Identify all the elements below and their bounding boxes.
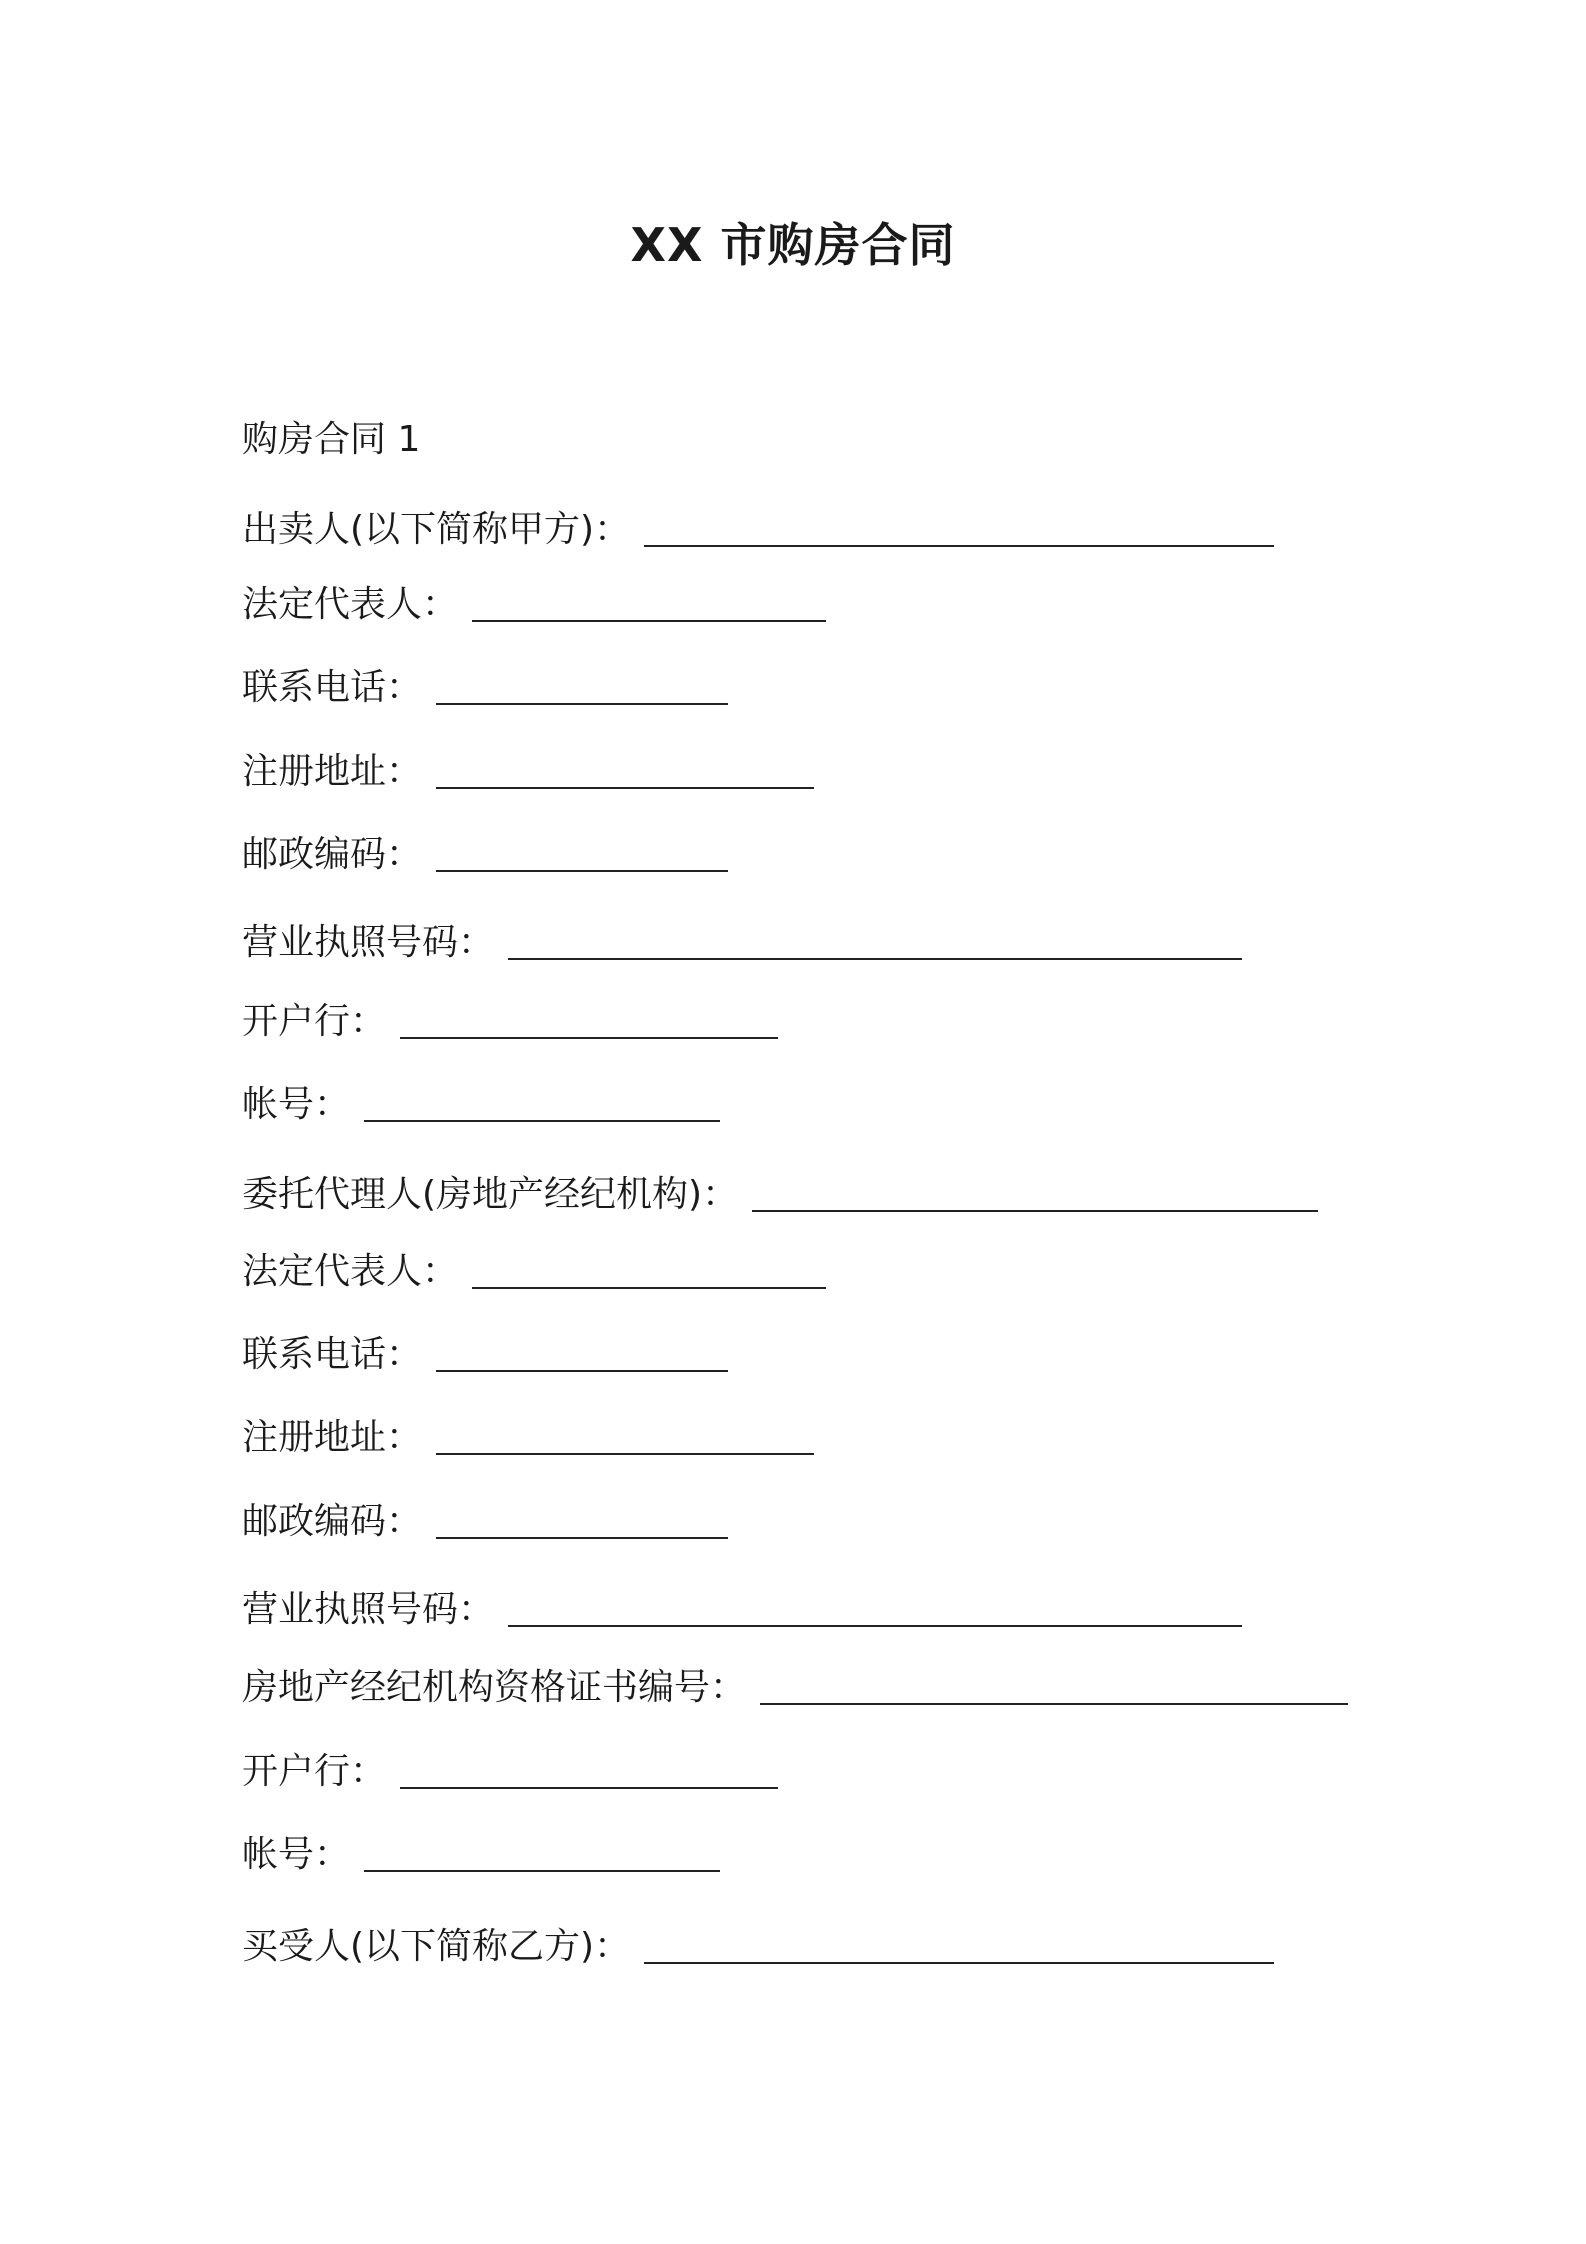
agent-field — [242, 1170, 1318, 1220]
seller-phone-label: 联系电话： — [242, 667, 423, 708]
agent-bank-blank[interactable] — [400, 1751, 778, 1789]
seller-legal-rep-field — [242, 580, 826, 630]
agent-account-label: 帐号： — [242, 1834, 351, 1875]
seller-address-field — [242, 747, 814, 797]
seller-bank-blank[interactable] — [400, 1001, 778, 1039]
agent-postcode-blank[interactable] — [436, 1501, 728, 1539]
seller-bank-label: 开户行： — [242, 1001, 387, 1042]
seller-postcode-label: 邮政编码： — [242, 834, 423, 875]
agent-account-blank[interactable] — [364, 1834, 720, 1872]
seller-label: 出卖人(以下简称甲方)： — [242, 509, 631, 550]
agent-blank[interactable] — [752, 1174, 1318, 1212]
seller-phone-field — [242, 663, 728, 713]
agent-legal-rep-blank[interactable] — [472, 1251, 826, 1289]
agent-phone-blank[interactable] — [436, 1334, 728, 1372]
seller-address-label: 注册地址： — [242, 751, 423, 792]
seller-license-label: 营业执照号码： — [242, 922, 495, 963]
seller-phone-blank[interactable] — [436, 667, 728, 705]
agent-certificate-blank[interactable] — [760, 1667, 1348, 1705]
agent-address-blank[interactable] — [436, 1417, 814, 1455]
seller-legal-rep-blank[interactable] — [472, 584, 826, 622]
agent-bank-field — [242, 1747, 778, 1797]
agent-legal-rep-label: 法定代表人： — [242, 1251, 459, 1292]
agent-phone-field — [242, 1330, 728, 1380]
document-title: XX 市购房合同 — [630, 218, 956, 272]
agent-license-blank[interactable] — [508, 1589, 1242, 1627]
agent-bank-label: 开户行： — [242, 1751, 387, 1792]
agent-postcode-field — [242, 1497, 728, 1547]
agent-license-field — [242, 1585, 1242, 1635]
seller-legal-rep-label: 法定代表人： — [242, 584, 459, 625]
seller-field — [242, 505, 1274, 555]
seller-account-label: 帐号： — [242, 1084, 351, 1125]
agent-postcode-label: 邮政编码： — [242, 1501, 423, 1542]
agent-address-field — [242, 1413, 814, 1463]
seller-account-blank[interactable] — [364, 1084, 720, 1122]
seller-postcode-field — [242, 830, 728, 880]
agent-certificate-label: 房地产经纪机构资格证书编号： — [242, 1667, 747, 1708]
seller-bank-field — [242, 997, 778, 1047]
seller-license-field — [242, 918, 1242, 968]
agent-certificate-field — [242, 1663, 1348, 1713]
buyer-field — [242, 1922, 1274, 1972]
document-subtitle: 购房合同 1 — [242, 419, 421, 460]
seller-account-field — [242, 1080, 720, 1130]
agent-account-field — [242, 1830, 720, 1880]
seller-license-blank[interactable] — [508, 922, 1242, 960]
seller-postcode-blank[interactable] — [436, 834, 728, 872]
agent-address-label: 注册地址： — [242, 1417, 423, 1458]
seller-blank[interactable] — [644, 509, 1274, 547]
agent-phone-label: 联系电话： — [242, 1334, 423, 1375]
agent-license-label: 营业执照号码： — [242, 1589, 495, 1630]
agent-legal-rep-field — [242, 1247, 826, 1297]
seller-address-blank[interactable] — [436, 751, 814, 789]
buyer-blank[interactable] — [644, 1926, 1274, 1964]
buyer-label: 买受人(以下简称乙方)： — [242, 1926, 631, 1967]
agent-label: 委托代理人(房地产经纪机构)： — [242, 1174, 739, 1215]
